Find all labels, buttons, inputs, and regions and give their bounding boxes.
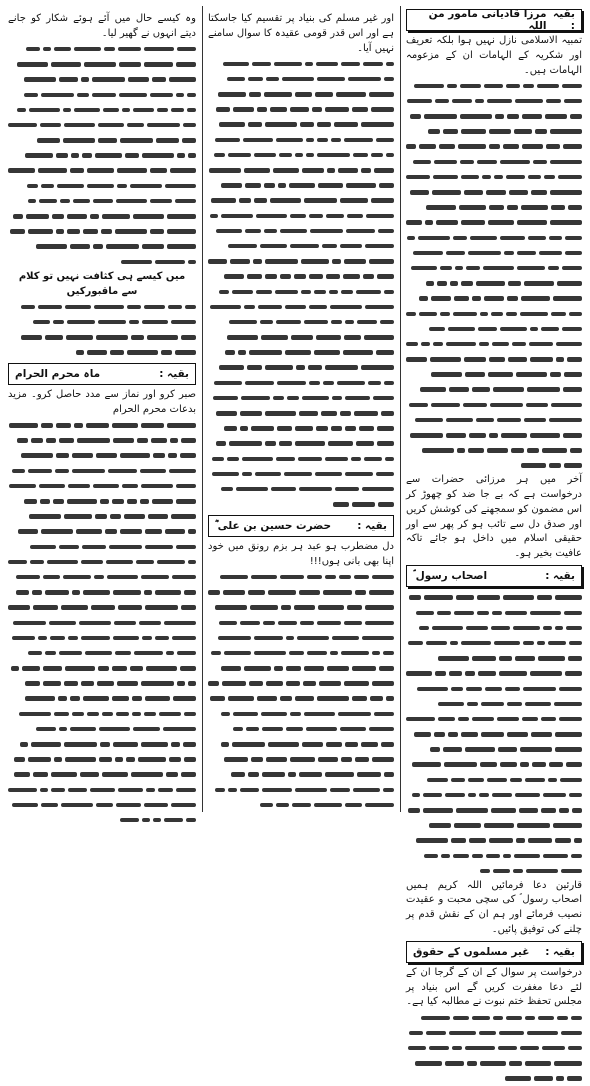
text-line — [208, 132, 394, 147]
text-line — [8, 767, 196, 782]
text-line — [208, 661, 394, 676]
text-line — [208, 208, 394, 223]
heading-label: بقیہ : — [357, 520, 387, 533]
text-line — [208, 375, 394, 390]
text-line — [8, 813, 196, 828]
text-line — [8, 254, 196, 269]
text-line — [406, 276, 582, 291]
text-lines — [204, 56, 398, 512]
article-text: دل مضطرب ہو عبد ہر بزم رونق میں خود اپنا بھی بانی ہوں!!! — [208, 541, 394, 567]
text-line — [406, 458, 582, 473]
text-line — [208, 752, 394, 767]
text-line — [208, 254, 394, 269]
text-line — [208, 706, 394, 721]
text-line — [8, 178, 196, 193]
text-lines — [4, 299, 200, 360]
text-line — [208, 436, 394, 451]
text-line — [208, 102, 394, 117]
text-line — [8, 797, 196, 812]
text-line — [208, 345, 394, 360]
text-line — [8, 494, 196, 509]
text-line — [8, 509, 196, 524]
text-line — [208, 767, 394, 782]
article-text: اور غیر مسلم کی بنیاد پر تقسیم کیا جاسکتا ہے اور اس قدر قومی عقیدہ کا سوال سامنے نہیں آیا۔ — [208, 13, 394, 54]
text-line — [208, 466, 394, 481]
text-line — [406, 215, 582, 230]
text-line — [406, 803, 582, 818]
text-line — [8, 102, 196, 117]
text-line — [406, 413, 582, 428]
heading-title: اصحاب رسول ؐ — [413, 569, 488, 582]
text-line — [406, 1041, 582, 1056]
text-line — [8, 752, 196, 767]
text-line — [8, 42, 196, 57]
text-line — [406, 590, 582, 605]
text-line — [208, 630, 394, 645]
text-line — [406, 291, 582, 306]
text-line — [406, 818, 582, 833]
text-line — [406, 651, 582, 666]
heading-label: بقیہ : — [553, 8, 575, 32]
text-line — [8, 524, 196, 539]
text-line — [406, 636, 582, 651]
text-line — [208, 299, 394, 314]
newspaper-page — [4, 6, 586, 1008]
text-line — [406, 1010, 582, 1025]
text-line — [8, 224, 196, 239]
text-line — [208, 193, 394, 208]
text-line — [406, 620, 582, 635]
heading-label: بقیہ : — [545, 945, 575, 958]
text-line — [406, 787, 582, 802]
column-divider — [202, 6, 203, 812]
text-line — [406, 139, 582, 154]
article-text: درخواست پر سوال کے ان کے گرجا ان کے لئے دعا مغفرت کریں گے اس بنیاد پر مجلس تحفظ ختم نبوت نے مطالبہ کیا ہے۔ — [406, 966, 582, 1008]
text-line — [8, 676, 196, 691]
text-line — [406, 230, 582, 245]
text-line — [406, 1056, 582, 1071]
text-line — [8, 661, 196, 676]
text-line — [8, 539, 196, 554]
text-line — [208, 615, 394, 630]
article-heading-mirza — [406, 9, 582, 31]
text-line — [208, 782, 394, 797]
text-line — [208, 330, 394, 345]
text-lines — [402, 1010, 586, 1086]
article-text: آخر میں ہر مرزائی حضرات سے درخواست ہے کہ بے جا ضد کو چھوڑ کر اس مضمون کو سمجھنے کی کوشش کریں اور صدق دل سے تائب ہو کر پھر سے اور حقیقی اسلام میں داخل ہو جائے تاکہ عافیت بخیر ہو۔ — [406, 474, 582, 560]
text-line — [8, 345, 196, 360]
text-line — [406, 154, 582, 169]
text-line — [208, 421, 394, 436]
text-line — [8, 57, 196, 72]
text-line — [8, 782, 196, 797]
text-line — [406, 712, 582, 727]
text-line — [8, 133, 196, 148]
text-line — [208, 482, 394, 497]
text-line — [208, 117, 394, 132]
left-column — [4, 6, 200, 812]
text-line — [406, 185, 582, 200]
text-lines — [4, 42, 200, 270]
text-line — [208, 691, 394, 706]
text-line — [406, 352, 582, 367]
text-line — [208, 87, 394, 102]
text-line — [406, 382, 582, 397]
text-lines — [402, 78, 586, 473]
text-line — [406, 1071, 582, 1086]
heading-title: ماہ محرم الحرام — [15, 368, 101, 381]
text-line — [406, 696, 582, 711]
text-line — [8, 209, 196, 224]
text-line — [406, 727, 582, 742]
text-line — [406, 337, 582, 352]
text-line — [208, 391, 394, 406]
text-lines — [204, 570, 398, 813]
heading-label: بقیہ : — [545, 570, 575, 583]
text-line — [8, 554, 196, 569]
article-heading-huqooq — [406, 941, 582, 963]
text-line — [8, 148, 196, 163]
text-line — [208, 163, 394, 178]
text-line — [208, 451, 394, 466]
text-lines — [402, 590, 586, 879]
text-line — [8, 163, 196, 178]
article-text: صبر کرو اور نماز سے مدد حاصل کرو۔ مزید بدعات محرم الحرام — [8, 389, 196, 415]
text-line — [406, 94, 582, 109]
text-line — [8, 463, 196, 478]
poetry-verse: میں کیسے ہی کثافت نہیں تو کلام سے ماقبورکیں — [18, 271, 186, 298]
heading-title: حضرت حسین بن علی ؓ — [215, 519, 332, 532]
text-line — [406, 848, 582, 863]
text-line — [208, 315, 394, 330]
text-line — [208, 600, 394, 615]
text-line — [208, 676, 394, 691]
text-line — [8, 479, 196, 494]
text-line — [406, 863, 582, 878]
heading-title: غیر مسلموں کے حقوق — [413, 945, 530, 958]
text-line — [406, 1025, 582, 1040]
text-line — [208, 269, 394, 284]
text-line — [406, 306, 582, 321]
text-line — [208, 72, 394, 87]
text-line — [8, 239, 196, 254]
text-line — [8, 600, 196, 615]
text-line — [406, 443, 582, 458]
text-line — [8, 87, 196, 102]
text-line — [406, 109, 582, 124]
text-line — [406, 605, 582, 620]
text-line — [406, 367, 582, 382]
text-line — [8, 585, 196, 600]
right-column — [402, 6, 586, 1008]
text-line — [8, 630, 196, 645]
text-line — [208, 56, 394, 71]
text-line — [8, 299, 196, 314]
text-line — [406, 833, 582, 848]
text-line — [406, 681, 582, 696]
text-line — [406, 772, 582, 787]
text-line — [208, 239, 394, 254]
text-line — [208, 148, 394, 163]
text-line — [406, 397, 582, 412]
text-line — [208, 797, 394, 812]
text-line — [406, 666, 582, 681]
text-line — [208, 497, 394, 512]
text-line — [8, 646, 196, 661]
text-line — [406, 428, 582, 443]
text-line — [8, 193, 196, 208]
text-line — [208, 223, 394, 238]
text-line — [8, 570, 196, 585]
text-line — [8, 315, 196, 330]
text-line — [406, 742, 582, 757]
text-line — [8, 418, 196, 433]
text-line — [8, 72, 196, 87]
text-line — [208, 178, 394, 193]
text-lines — [4, 418, 200, 828]
column-divider — [400, 6, 401, 812]
text-line — [208, 406, 394, 421]
text-line — [208, 570, 394, 585]
text-line — [8, 722, 196, 737]
text-line — [208, 284, 394, 299]
heading-label: بقیہ : — [159, 368, 189, 381]
text-line — [406, 245, 582, 260]
heading-title: مرزا قادیانی مامور من اللہ — [428, 8, 547, 32]
article-text: تمبیہ الاسلامی نازل نہیں ہوا بلکہ تعریف اور شکریہ کے الہامات ان کے مزعومہ الہامات ہیں۔ — [406, 35, 582, 76]
text-line — [8, 118, 196, 133]
text-line — [208, 737, 394, 752]
text-line — [8, 691, 196, 706]
text-line — [406, 200, 582, 215]
article-heading-ashab — [406, 565, 582, 587]
article-heading-muharram — [8, 363, 196, 385]
text-line — [8, 448, 196, 463]
article-heading-hussain — [208, 515, 394, 537]
text-line — [406, 124, 582, 139]
text-line — [8, 433, 196, 448]
text-line — [8, 737, 196, 752]
article-text: قارئین دعا فرمائیں اللہ کریم ہمیں اصحاب رسول ؐ کی سچی محبت و عقیدت نصیب فرمائے اور ہم ان کے نقش قدم پر چلنے کی توفیق پائیں۔ — [406, 879, 582, 935]
text-line — [8, 330, 196, 345]
article-text: وہ کیسے حال میں آئے ہوئے شکار کو جانے دیتے انہوں نے گھیر لیا۔ — [8, 13, 196, 39]
text-line — [406, 757, 582, 772]
text-line — [208, 360, 394, 375]
middle-column — [204, 6, 398, 812]
text-line — [208, 585, 394, 600]
text-line — [8, 615, 196, 630]
text-line — [8, 706, 196, 721]
text-line — [406, 78, 582, 93]
text-line — [208, 721, 394, 736]
text-line — [406, 170, 582, 185]
text-line — [208, 646, 394, 661]
text-line — [406, 321, 582, 336]
text-line — [406, 261, 582, 276]
